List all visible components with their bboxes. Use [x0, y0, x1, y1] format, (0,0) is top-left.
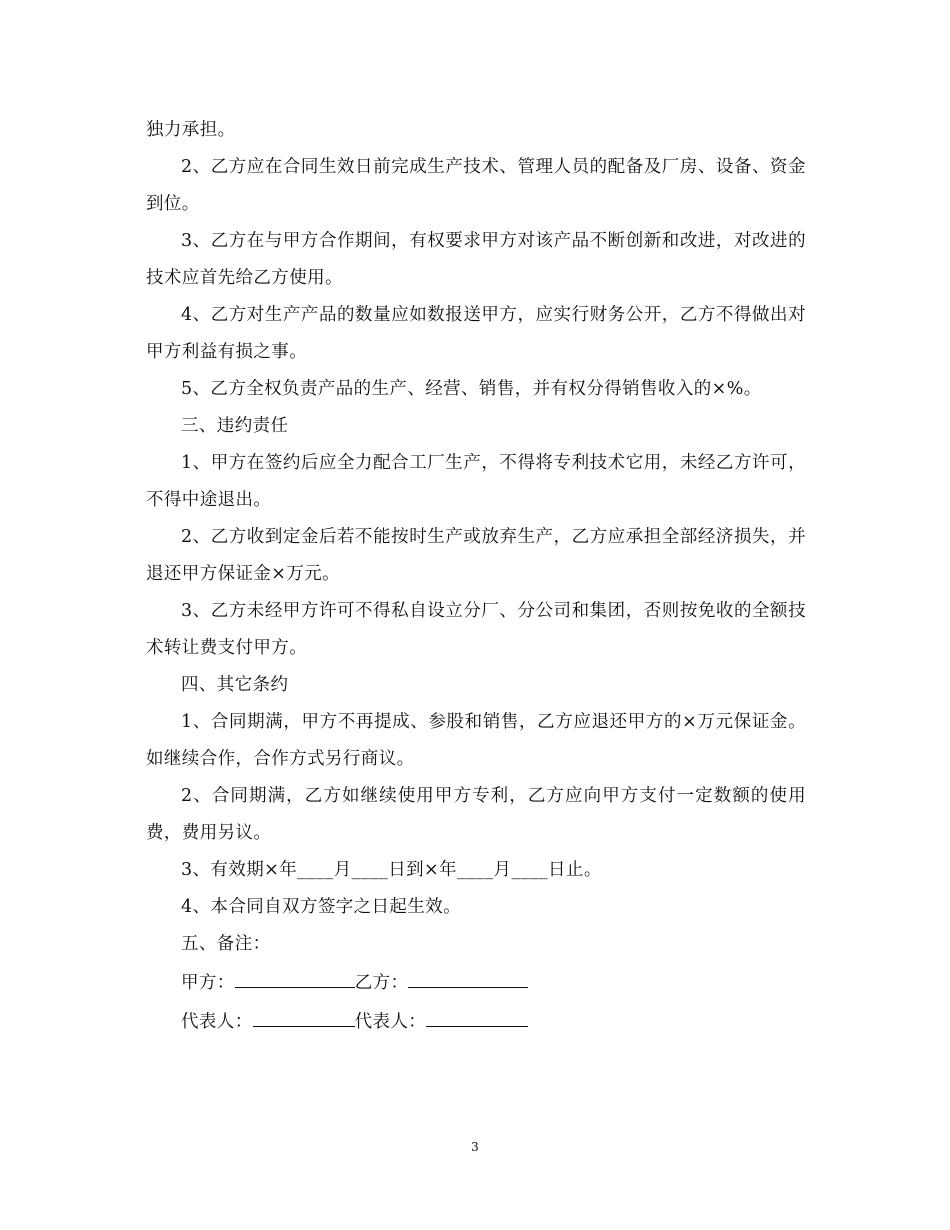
party-signature-row	[146, 963, 806, 1002]
document-body	[146, 112, 806, 1041]
clause-2-2: 2、乙方应在合同生效日前完成生产技术、管理人员的配备及厂房、设备、资金到位。	[146, 157, 806, 214]
party-b-signature-line[interactable]	[408, 963, 528, 988]
paragraph-continuation: 独力承担。	[146, 120, 236, 140]
clause-3-2: 2、乙方收到定金后若不能按时生产或放弃生产，乙方应承担全部经济损失，并退还甲方保证金×万元。	[146, 527, 806, 584]
clause-4-4: 4、本合同自双方签字之日起生效。	[181, 897, 462, 917]
party-a-label: 甲方：	[181, 973, 235, 993]
clause-2-4: 4、乙方对生产产品的数量应如数报送甲方，应实行财务公开，乙方不得做出对甲方利益有损之事。	[146, 305, 806, 362]
party-b-label: 乙方：	[354, 973, 409, 993]
section-heading-other: 四、其它条约	[181, 675, 289, 695]
rep-b-signature-line[interactable]	[426, 1002, 528, 1027]
rep-a-signature-line[interactable]	[253, 1002, 355, 1027]
clause-2-5: 5、乙方全权负责产品的生产、经营、销售，并有权分得销售收入的×%。	[181, 379, 762, 399]
rep-a-label: 代表人：	[181, 1012, 253, 1032]
rep-b-label: 代表人：	[354, 1012, 427, 1032]
clause-3-3: 3、乙方未经甲方许可不得私自设立分厂、分公司和集团，否则按免收的全额技术转让费支付甲方。	[146, 601, 806, 658]
clause-2-3: 3、乙方在与甲方合作期间，有权要求甲方对该产品不断创新和改进，对改进的技术应首先给乙方使用。	[146, 231, 806, 288]
clause-3-1: 1、甲方在签约后应全力配合工厂生产，不得将专利技术它用，未经乙方许可，不得中途退出。	[146, 453, 806, 510]
clause-4-1: 1、合同期满，甲方不再提成、参股和销售，乙方应退还甲方的×万元保证金。如继续合作，合作方式另行商议。	[146, 712, 806, 769]
section-heading-breach: 三、违约责任	[181, 416, 289, 436]
clause-4-3: 3、有效期×年____月____日到×年____月____日止。	[181, 860, 602, 880]
representative-signature-row	[146, 1002, 806, 1041]
section-heading-notes: 五、备注：	[181, 934, 271, 954]
page-number: 3	[471, 1140, 479, 1154]
clause-4-2: 2、合同期满，乙方如继续使用甲方专利，乙方应向甲方支付一定数额的使用费，费用另议。	[146, 786, 806, 843]
party-a-signature-line[interactable]	[235, 963, 355, 988]
